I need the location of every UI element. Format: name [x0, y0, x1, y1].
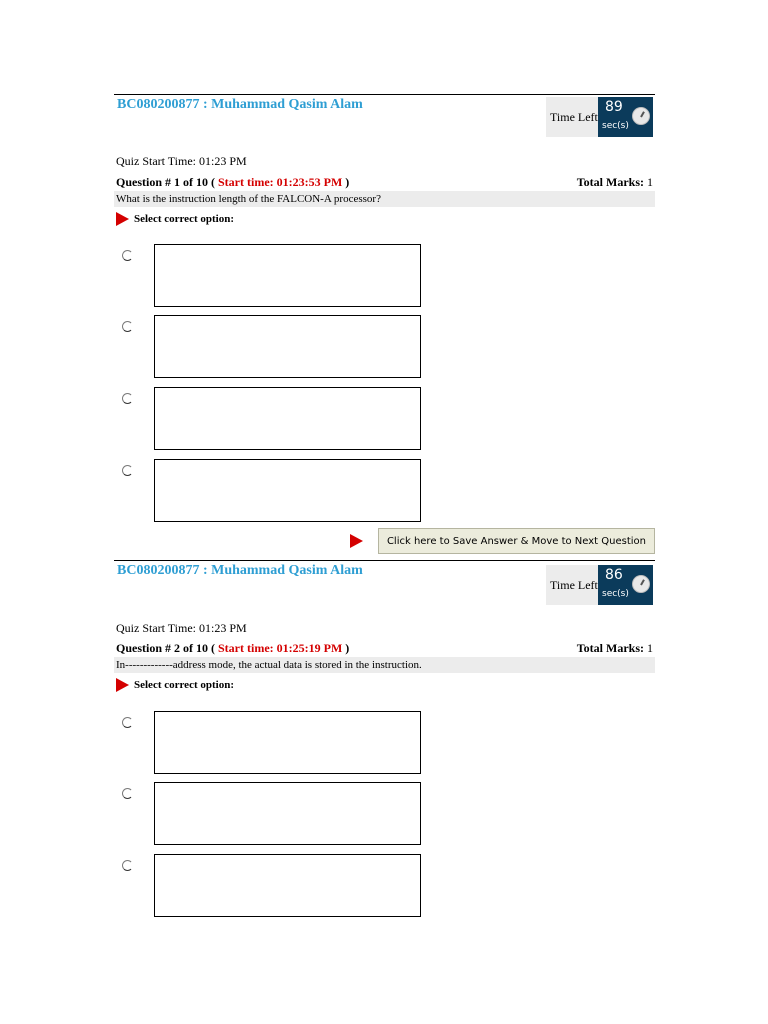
play-triangle-icon	[116, 678, 129, 692]
countdown-unit: sec(s)	[602, 589, 629, 599]
countdown-value: 86	[605, 567, 623, 583]
time-left-panel	[546, 97, 653, 137]
total-marks-label: Total Marks:	[576, 175, 644, 189]
total-marks-value: 1	[644, 175, 653, 189]
quiz-start-time: Quiz Start Time: 01:23 PM	[116, 621, 247, 635]
question-number: Question # 2 of 10 (	[116, 641, 218, 655]
option-radio-a[interactable]	[122, 717, 133, 728]
select-option-prompt	[116, 678, 234, 692]
option-box-c[interactable]	[154, 854, 421, 917]
student-id-name: BC080200877 : Muhammad Qasim Alam	[117, 97, 363, 112]
countdown-box	[598, 97, 653, 137]
option-box-d[interactable]	[154, 459, 421, 522]
select-option-label: Select correct option:	[134, 679, 234, 691]
clock-icon	[632, 575, 650, 593]
play-triangle-icon	[350, 534, 363, 548]
time-left-label: Time Left	[550, 577, 598, 592]
next-row	[350, 528, 655, 554]
countdown-unit: sec(s)	[602, 121, 629, 131]
question-text: In-------------address mode, the actual data is stored in the instruction.	[114, 657, 655, 673]
option-radio-b[interactable]	[122, 321, 133, 332]
quiz-start-time: Quiz Start Time: 01:23 PM	[116, 154, 247, 168]
option-box-c[interactable]	[154, 387, 421, 450]
total-marks-label: Total Marks:	[576, 641, 644, 655]
question-header	[116, 175, 655, 190]
student-id-name: BC080200877 : Muhammad Qasim Alam	[117, 563, 363, 578]
select-option-label: Select correct option:	[134, 213, 234, 225]
clock-icon	[632, 107, 650, 125]
option-box-a[interactable]	[154, 711, 421, 774]
quiz-panel-1	[114, 94, 655, 560]
play-triangle-icon	[116, 212, 129, 226]
save-and-next-button[interactable]: Click here to Save Answer & Move to Next Question	[378, 528, 655, 554]
total-marks	[577, 641, 653, 656]
question-close-paren: )	[342, 641, 350, 655]
option-radio-d[interactable]	[122, 465, 133, 476]
question-start-time: Start time: 01:25:19 PM	[218, 641, 343, 655]
countdown-value: 89	[605, 99, 623, 115]
countdown-box	[598, 565, 653, 605]
option-radio-c[interactable]	[122, 860, 133, 871]
question-start-time: Start time: 01:23:53 PM	[218, 175, 343, 189]
divider	[114, 94, 655, 95]
question-close-paren: )	[342, 175, 350, 189]
select-option-prompt	[116, 212, 234, 226]
option-box-b[interactable]	[154, 315, 421, 378]
option-radio-a[interactable]	[122, 250, 133, 261]
question-number: Question # 1 of 10 (	[116, 175, 218, 189]
quiz-panel-2	[114, 560, 655, 1020]
option-radio-b[interactable]	[122, 788, 133, 799]
time-left-label: Time Left	[550, 109, 598, 124]
question-header	[116, 641, 655, 656]
divider	[114, 560, 655, 561]
option-box-a[interactable]	[154, 244, 421, 307]
total-marks	[577, 175, 653, 190]
option-radio-c[interactable]	[122, 393, 133, 404]
option-box-b[interactable]	[154, 782, 421, 845]
question-text: What is the instruction length of the FALCON-A processor?	[114, 191, 655, 207]
total-marks-value: 1	[644, 641, 653, 655]
time-left-panel	[546, 565, 653, 605]
